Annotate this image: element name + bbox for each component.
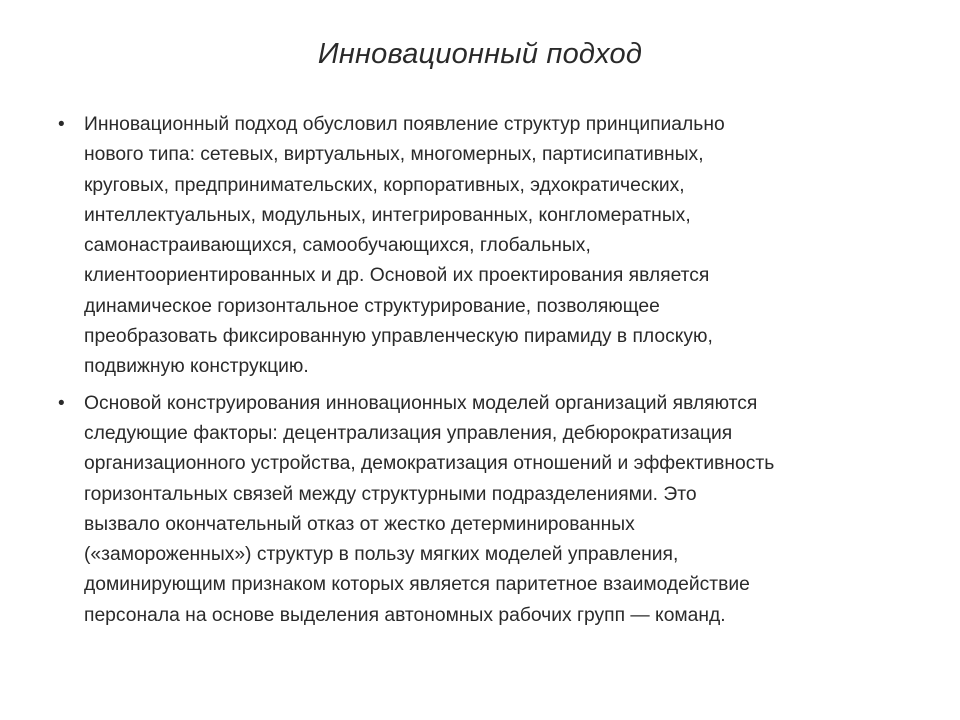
bullet-1-line-9: подвижную конструкцию.	[84, 356, 309, 378]
bullet-2-line-6: («замороженных») структур в пользу мягких моделей управления,	[84, 544, 679, 566]
bullet-item-1	[56, 110, 916, 383]
slide-title: Инновационный подход	[317, 38, 643, 70]
bullet-icon: •	[58, 114, 65, 135]
bullet-2-line-1: Основой конструирования инновационных моделей организаций являются	[84, 392, 758, 414]
bullet-1-line-1: Инновационный подход обусловил появление структур принципиально	[84, 114, 725, 135]
bullet-1-line-5: самонастраивающихся, самообучающихся, глобальных,	[84, 235, 591, 257]
bullet-2-line-3: организационного устройства, демократизация отношений и эффективность	[84, 453, 775, 475]
bullet-icon: •	[58, 392, 65, 414]
bullet-2-line-5: вызвало окончательный отказ от жестко детерминированных	[84, 513, 635, 535]
bullet-2-line-2: следующие факторы: децентрализация управления, дебюрократизация	[84, 422, 733, 444]
bullet-2-line-4: горизонтальных связей между структурными подразделениями. Это	[84, 483, 697, 505]
bullet-list	[56, 110, 916, 637]
bullet-1-line-7: динамическое горизонтальное структурирование, позволяющее	[84, 295, 660, 317]
bullet-1-line-6: клиентоориентированных и др. Основой их проектирования является	[84, 265, 710, 287]
bullet-1-line-3: круговых, предпринимательских, корпоративных, эдхократических,	[84, 174, 685, 196]
bullet-1-line-2: нового типа: сетевых, виртуальных, многомерных, партисипативных,	[84, 144, 704, 166]
bullet-item-2	[56, 389, 916, 631]
bullet-2-line-8: персонала на основе выделения автономных рабочих групп — команд.	[84, 604, 726, 626]
bullet-2-line-7: доминирующим признаком которых является паритетное взаимодействие	[84, 574, 750, 596]
bullet-1-line-4: интеллектуальных, модульных, интегрированных, конгломератных,	[84, 204, 691, 226]
bullet-1-line-8: преобразовать фиксированную управленческую пирамиду в плоскую,	[84, 326, 713, 348]
